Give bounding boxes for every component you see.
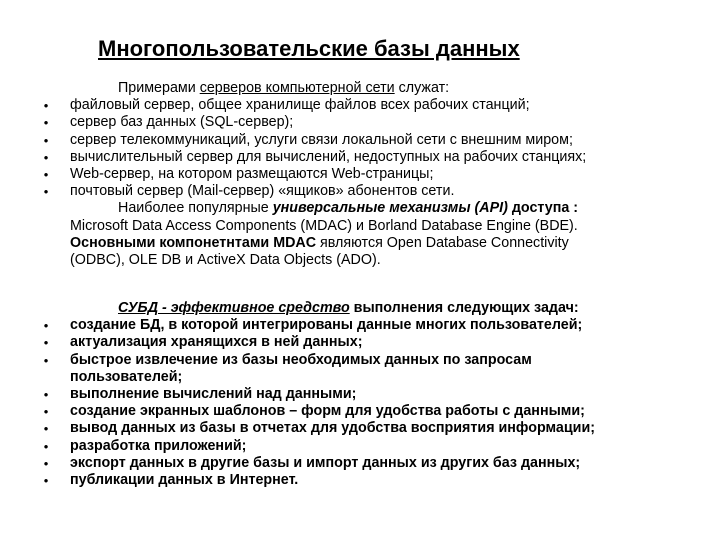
servers-intro-underlined: серверов компьютерной сети — [199, 80, 395, 96]
api-line-1-prefix: Наиболее популярные — [118, 200, 273, 217]
list-item — [40, 149, 680, 166]
servers-section — [40, 80, 680, 269]
list-item — [40, 132, 680, 149]
api-line-1 — [40, 200, 680, 217]
bullet-icon: • — [43, 184, 49, 200]
bullet-icon: • — [43, 438, 49, 454]
list-item-text: почтовый сервер (Mail-сервер) «ящиков» абонентов сети. — [70, 183, 455, 200]
list-item-text: создание БД, в которой интегрированы данные многих пользователей; — [70, 317, 583, 334]
list-item — [40, 114, 680, 131]
list-item-text: экспорт данных в другие базы и импорт данных из других баз данных; — [70, 454, 581, 471]
bullet-icon: • — [43, 167, 49, 183]
dbms-intro — [40, 300, 680, 317]
list-item-text: выполнение вычислений над данными; — [70, 386, 357, 403]
bullet-icon: • — [43, 115, 49, 131]
list-item-text: сервер телекоммуникаций, услуги связи локальной сети с внешним миром; — [70, 131, 573, 148]
list-item — [40, 97, 680, 114]
bullet-icon: • — [43, 404, 49, 420]
dbms-intro-emphasis: СУБД - эффективное средство — [118, 300, 350, 316]
bullet-icon: • — [43, 335, 49, 351]
list-item-text: быстрое извлечение из базы необходимых данных по запросам — [70, 351, 532, 368]
bullet-icon: • — [43, 149, 49, 165]
list-item — [40, 386, 680, 403]
bullet-icon: • — [43, 132, 49, 148]
bullet-icon: • — [43, 421, 49, 437]
api-emphasis: универсальные механизмы (API) — [272, 200, 508, 217]
list-item — [40, 403, 680, 420]
dbms-intro-suffix: выполнения следующих задач: — [349, 300, 579, 316]
api-line-3-rest: являются Open Database Connectivity — [316, 234, 569, 251]
bullet-icon: • — [43, 387, 49, 403]
list-item — [40, 455, 680, 472]
list-item-text: вывод данных из базы в отчетах для удобства восприятия информации; — [70, 420, 595, 437]
bullet-icon: • — [43, 318, 49, 334]
api-line-4-text: (ODBC), OLE DB и ActiveX Data Objects (ADO). — [70, 252, 381, 269]
api-line-2 — [40, 218, 680, 235]
api-line-3-bold: Основными компонетнтами MDAC — [70, 234, 317, 251]
list-item-text: пользователей; — [70, 368, 183, 385]
list-item-text: публикации данных в Интернет. — [70, 472, 299, 489]
list-item — [40, 183, 680, 200]
list-item-text: актуализация хранящихся в ней данных; — [70, 334, 363, 351]
api-line-1-suffix: доступа : — [507, 200, 579, 217]
list-item — [40, 317, 680, 334]
list-item-text: сервер баз данных (SQL-сервер); — [70, 114, 294, 131]
list-item — [40, 438, 680, 455]
list-item-text: разработка приложений; — [70, 437, 247, 454]
list-item — [40, 420, 680, 437]
servers-intro — [40, 80, 680, 97]
api-line-3 — [40, 235, 680, 252]
list-item-text: Web-сервер, на котором размещаются Web-страницы; — [70, 166, 434, 183]
bullet-icon: • — [43, 352, 49, 368]
slide-title: Многопользовательские базы данных — [98, 36, 520, 61]
list-item-text: создание экранных шаблонов – форм для удобства работы с данными; — [70, 403, 585, 420]
bullet-icon: • — [43, 455, 49, 471]
list-item — [40, 472, 680, 489]
list-item — [40, 166, 680, 183]
list-item — [40, 334, 680, 351]
servers-intro-suffix: служат: — [394, 80, 450, 96]
bullet-icon: • — [43, 98, 49, 114]
list-item-text: вычислительный сервер для вычислений, недоступных на рабочих станциях; — [70, 148, 587, 165]
list-item-text: файловый сервер, общее хранилище файлов всех рабочих станций; — [70, 97, 530, 114]
list-item-continuation — [40, 369, 680, 386]
dbms-section — [40, 300, 680, 489]
servers-intro-prefix: Примерами — [118, 80, 200, 96]
list-item — [40, 352, 680, 369]
api-line-4 — [40, 252, 680, 269]
api-line-2-text: Microsoft Data Access Components (MDAC) и Borland Database Engine (BDE). — [70, 217, 578, 234]
bullet-icon: • — [43, 473, 49, 489]
